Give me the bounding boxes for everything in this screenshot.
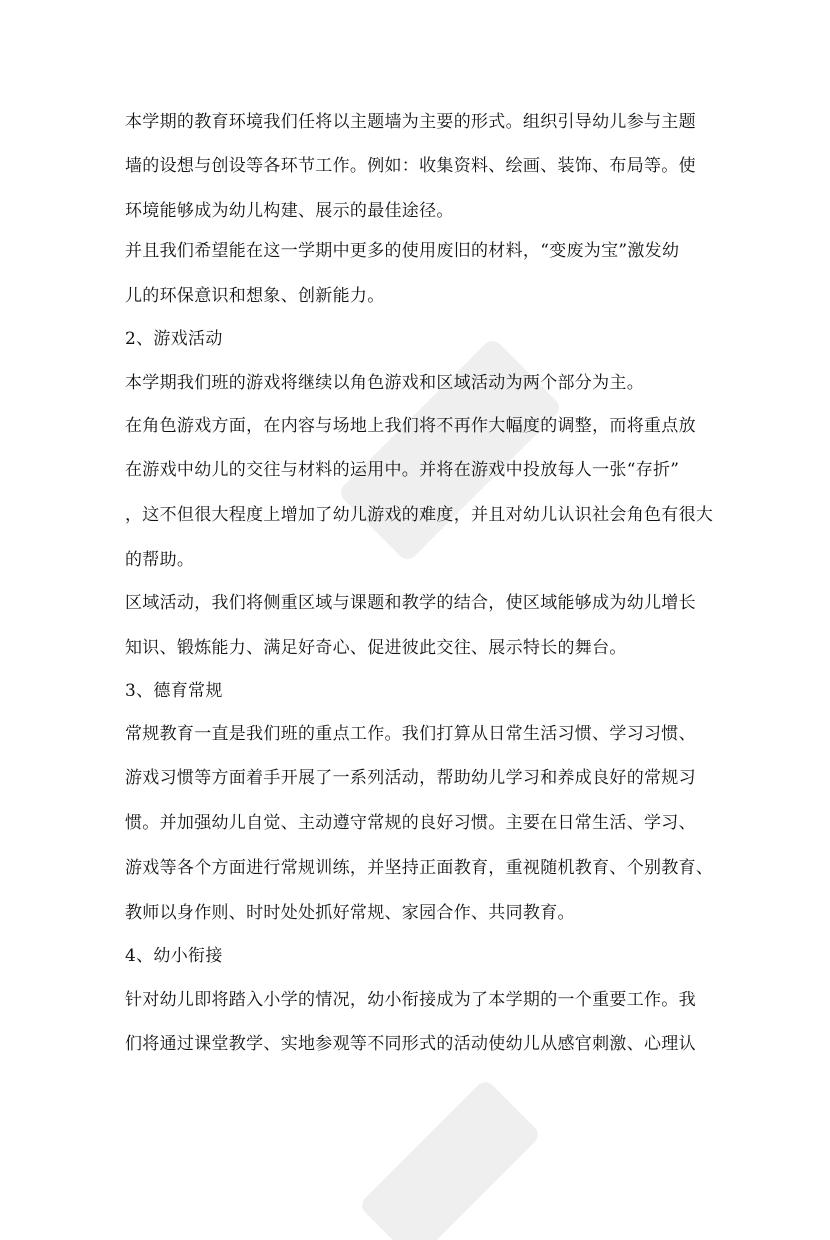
text-line: 本学期我们班的游戏将继续以角色游戏和区域活动为两个部分为主。 <box>125 373 644 393</box>
text-line: 们将通过课堂教学、实地参观等不同形式的活动使幼儿从感官刺激、心理认 <box>125 1034 696 1054</box>
text-line: 的帮助。 <box>125 550 195 570</box>
text-line: 教师以身作则、时时处处抓好常规、家园合作、共同教育。 <box>125 903 575 923</box>
text-line: 游戏等各个方面进行常规训练，并坚持正面教育，重视随机教育、个别教育、 <box>125 858 714 878</box>
text-line: 墙的设想与创设等各环节工作。例如：收集资料、绘画、装饰、布局等。使 <box>125 156 696 176</box>
text-line: ，这不但很大程度上增加了幼儿游戏的难度，并且对幼儿认识社会角色有很大 <box>125 505 714 525</box>
text-line: 环境能够成为幼儿构建、展示的最佳途径。 <box>125 201 454 221</box>
text-line: 针对幼儿即将踏入小学的情况，幼小衔接成为了本学期的一个重要工作。我 <box>125 990 696 1010</box>
text-line: 游戏习惯等方面着手开展了一系列活动，帮助幼儿学习和养成良好的常规习 <box>125 768 696 788</box>
diamond-watermark-icon <box>280 280 620 620</box>
text-line: 在角色游戏方面，在内容与场地上我们将不再作大幅度的调整，而将重点放 <box>125 416 696 436</box>
text-line: 惯。并加强幼儿自觉、主动遵守常规的良好习惯。主要在日常生活、学习、 <box>125 813 696 833</box>
text-line: 在游戏中幼儿的交往与材料的运用中。并将在游戏中投放每人一张“存折” <box>125 460 680 480</box>
text-line: 常规教育一直是我们班的重点工作。我们打算从日常生活习惯、学习习惯、 <box>125 724 696 744</box>
diamond-watermark-icon <box>320 1040 580 1240</box>
text-line: 本学期的教育环境我们任将以主题墙为主要的形式。组织引导幼儿参与主题 <box>125 112 696 132</box>
text-line: 2、游戏活动 <box>125 329 223 349</box>
text-line: 4、幼小衔接 <box>125 946 223 966</box>
text-line: 并且我们希望能在这一学期中更多的使用废旧的材料，“变废为宝”激发幼 <box>125 241 680 261</box>
text-line: 3、德育常规 <box>125 681 223 701</box>
text-line: 儿的环保意识和想象、创新能力。 <box>125 286 385 306</box>
text-line: 区域活动，我们将侧重区域与课题和教学的结合，使区域能够成为幼儿增长 <box>125 593 696 613</box>
text-line: 知识、锻炼能力、满足好奇心、促进彼此交往、展示特长的舞台。 <box>125 638 627 658</box>
